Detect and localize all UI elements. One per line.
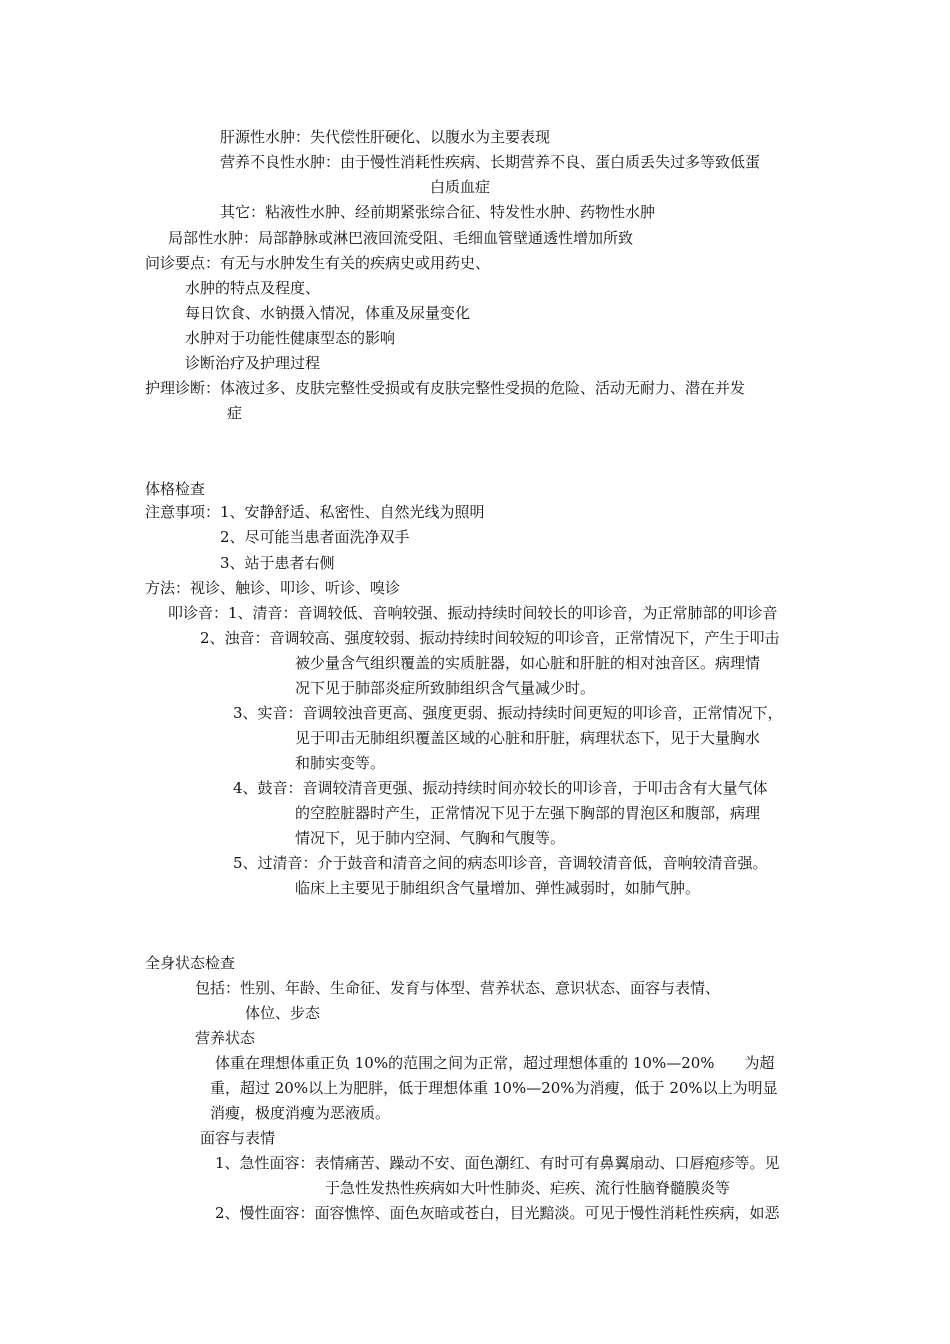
subsection-heading: 营养状态: [195, 1029, 256, 1047]
text-line: 护理诊断：体液过多、皮肤完整性受损或有皮肤完整性受损的危险、活动无耐力、潜在并发: [145, 379, 746, 397]
subsection-heading: 面容与表情: [200, 1129, 276, 1147]
text-line: 肝源性水肿：失代偿性肝硬化、以腹水为主要表现: [220, 128, 551, 146]
text-line: 营养不良性水肿：由于慢性消耗性疾病、长期营养不良、蛋白质丢失过多等致低蛋: [220, 153, 761, 171]
text-line: 况下见于肺部炎症所致肺组织含气量减少时。: [295, 679, 596, 697]
text-line: 消瘦，极度消瘦为恶液质。: [210, 1104, 391, 1122]
text-line: 注意事项：1、安静舒适、私密性、自然光线为照明: [145, 503, 485, 521]
text-line: 和肺实变等。: [295, 754, 386, 772]
text-line: 于急性发热性疾病如大叶性肺炎、疟疾、流行性脑脊髓膜炎等: [325, 1179, 731, 1197]
text-line: 每日饮食、水钠摄入情况，体重及尿量变化: [185, 304, 471, 322]
text-line: 1、急性面容：表情痛苦、躁动不安、面色潮红、有时可有鼻翼扇动、口唇疱疹等。见: [215, 1154, 780, 1172]
text-line: 2、浊音：音调较高、强度较弱、振动持续时间较短的叩诊音，正常情况下，产生于叩击: [200, 629, 780, 647]
text-line: 被少量含气组织覆盖的实质脏器，如心脏和肝脏的相对浊音区。病理情: [295, 654, 761, 672]
text-line: 局部性水肿：局部静脉或淋巴液回流受阻、毛细血管壁通透性增加所致: [168, 229, 634, 247]
text-line: 5、过清音：介于鼓音和清音之间的病态叩诊音，音调较清音低，音响较清音强。: [233, 854, 768, 872]
text-line: 情况下，见于肺内空洞、气胸和气腹等。: [295, 829, 566, 847]
text-line: 4、鼓音：音调较清音更强、振动持续时间亦较长的叩诊音，于叩击含有大量气体: [233, 779, 768, 797]
text-line: 包括：性别、年龄、生命征、发育与体型、营养状态、意识状态、面容与表情、: [195, 979, 721, 997]
text-line: 临床上主要见于肺组织含气量增加、弹性减弱时，如肺气肿。: [295, 879, 701, 897]
text-line: 体重在理想体重正负 10%的范围之间为正常，超过理想体重的 10%—20% 为超: [215, 1054, 775, 1072]
text-line: 3、站于患者右侧: [220, 554, 335, 572]
text-line: 重，超过 20%以上为肥胖，低于理想体重 10%—20%为消瘦，低于 20%以上为明显: [210, 1079, 778, 1097]
text-line: 诊断治疗及护理过程: [185, 354, 321, 372]
text-line: 2、尽可能当患者面洗净双手: [220, 528, 410, 546]
text-line: 2、慢性面容：面容憔悴、面色灰暗或苍白，目光黯淡。可见于慢性消耗性疾病，如恶: [215, 1204, 780, 1222]
text-line: 体位、步态: [245, 1004, 321, 1022]
text-line: 水肿的特点及程度、: [185, 279, 321, 297]
text-line: 问诊要点：有无与水肿发生有关的疾病史或用药史、: [145, 254, 491, 272]
section-heading: 体格检查: [145, 480, 206, 498]
section-heading: 全身状态检查: [145, 954, 236, 972]
text-line: 3、实音：音调较浊音更高、强度更弱、振动持续时间更短的叩诊音，正常情况下，: [233, 704, 783, 722]
text-line: 水肿对于功能性健康型态的影响: [185, 329, 396, 347]
text-line: 的空腔脏器时产生，正常情况下见于左强下胸部的胃泡区和腹部，病理: [295, 804, 761, 822]
text-line: 方法：视诊、触诊、叩诊、听诊、嗅诊: [145, 579, 401, 597]
text-line: 见于叩击无肺组织覆盖区域的心脏和肝脏，病理状态下，见于大量胸水: [295, 729, 761, 747]
text-line: 症: [227, 404, 243, 422]
text-line: 白质血症: [430, 178, 491, 196]
text-line: 其它：粘液性水肿、经前期紧张综合征、特发性水肿、药物性水肿: [220, 203, 656, 221]
text-line: 叩诊音：1、清音：音调较低、音响较强、振动持续时间较长的叩诊音，为正常肺部的叩诊音: [168, 604, 778, 622]
